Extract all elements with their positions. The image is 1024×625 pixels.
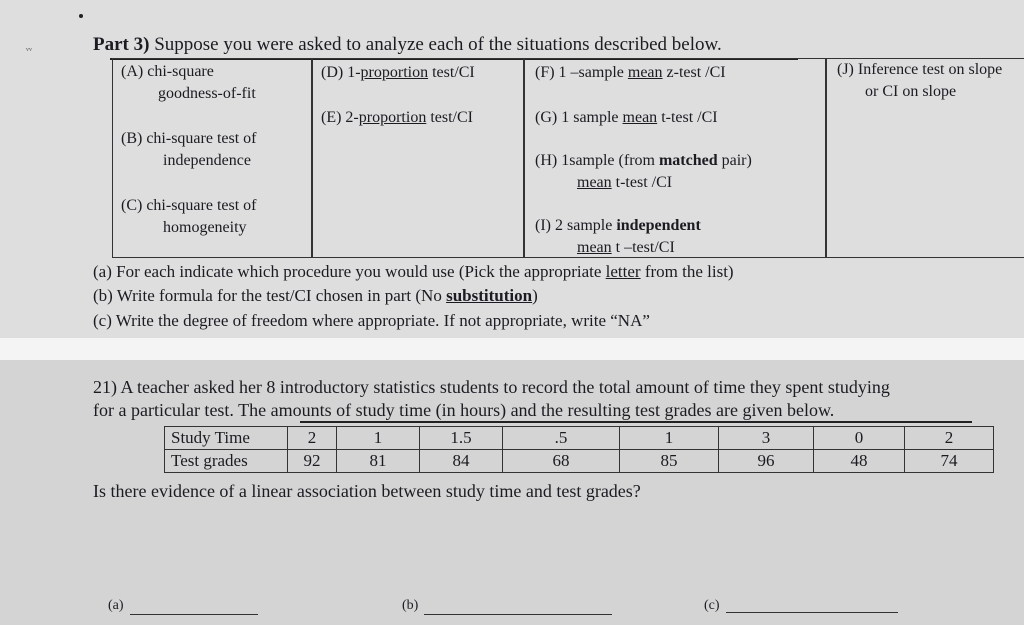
answer-blank-a-label: (a) <box>108 598 124 613</box>
option-h-bold: matched <box>658 152 718 169</box>
table-cell: 48 <box>814 450 905 473</box>
option-h-post2: t-test /CI <box>611 174 673 191</box>
answer-blank-a[interactable] <box>130 614 258 615</box>
option-i-line2 <box>535 237 701 259</box>
option-h-line1 <box>535 150 752 172</box>
option-h-line2 <box>535 172 752 194</box>
option-b <box>121 128 257 172</box>
q21-question: Is there evidence of a linear association between study time and test grades? <box>93 481 641 501</box>
instruction-a-post: from the list) <box>640 262 734 281</box>
table-row-test-grades <box>165 450 994 473</box>
option-g-post: t-test /CI <box>657 109 718 126</box>
option-i-bold: independent <box>616 217 701 234</box>
option-i <box>535 215 701 259</box>
option-b-line1: (B) chi-square test of <box>121 130 257 147</box>
procedure-options-table <box>112 58 1024 258</box>
table-cell: 0 <box>814 427 905 450</box>
table-cell: 1 <box>337 427 420 450</box>
option-f-ul: mean <box>627 64 663 81</box>
table-cell: 68 <box>503 450 620 473</box>
q21-underline <box>300 421 972 423</box>
option-i-ul: mean <box>577 239 612 256</box>
table-cell: .5 <box>503 427 620 450</box>
q21-prompt-line2: for a particular test. The amounts of study time (in hours) and the resulting test grades are given below. <box>93 400 835 420</box>
option-d-post: test/CI <box>428 64 475 81</box>
option-h-ul: mean <box>577 174 612 191</box>
part3-label: Part 3) <box>93 34 150 55</box>
option-i-pre: (I) 2 sample <box>535 217 617 234</box>
answer-blank-c-label: (c) <box>704 598 720 613</box>
instruction-b-bold: substitution <box>446 286 533 305</box>
margin-mark: ᵥᵥ <box>26 42 32 53</box>
option-d-ul: proportion <box>360 64 429 81</box>
option-h <box>535 150 752 194</box>
option-e-pre: (E) 2- <box>321 109 359 126</box>
option-e-post: test/CI <box>426 109 473 126</box>
table-row-study-time <box>165 427 994 450</box>
option-e <box>321 107 473 129</box>
option-c-line1: (C) chi-square test of <box>121 197 257 214</box>
instruction-a-ul: letter <box>605 262 641 281</box>
option-h-pre: (H) 1sample (from <box>535 152 659 169</box>
answer-blank-b-label: (b) <box>402 598 419 613</box>
table-cell: 84 <box>420 450 503 473</box>
table-cell: 85 <box>620 450 719 473</box>
option-i-line1 <box>535 215 701 237</box>
column-divider <box>825 59 827 257</box>
option-e-ul: proportion <box>358 109 427 126</box>
row-header-test-grades: Test grades <box>165 450 288 473</box>
option-a-line2: goodness-of-fit <box>158 85 256 102</box>
option-g <box>535 107 718 129</box>
option-j-line1: (J) Inference test on slope <box>837 61 1003 78</box>
table-cell: 96 <box>719 450 814 473</box>
option-f-post: z-test /CI <box>662 64 726 81</box>
column-divider <box>311 59 313 257</box>
table-cell: 1.5 <box>420 427 503 450</box>
page-gap <box>0 338 1024 360</box>
instruction-b-post: ) <box>532 286 538 305</box>
table-cell: 1 <box>620 427 719 450</box>
study-data-table <box>164 426 994 473</box>
answer-blank-c[interactable] <box>726 612 898 613</box>
option-c <box>121 195 257 239</box>
stray-dot <box>79 14 83 18</box>
option-g-ul: mean <box>622 109 658 126</box>
option-c-line2: homogeneity <box>163 219 247 236</box>
table-cell: 2 <box>288 427 337 450</box>
option-a <box>121 61 256 105</box>
option-d <box>321 62 475 84</box>
part3-header <box>93 34 722 56</box>
option-f-pre: (F) 1 –sample <box>535 64 628 81</box>
option-a-line1: (A) chi-square <box>121 63 214 80</box>
q21-prompt-line1: 21) A teacher asked her 8 introductory statistics students to record the total amount of time they spent studying <box>93 377 890 397</box>
instruction-b <box>93 286 538 306</box>
table-cell: 2 <box>905 427 994 450</box>
table-cell: 74 <box>905 450 994 473</box>
instruction-a <box>93 262 734 282</box>
option-f <box>535 62 726 84</box>
table-cell: 81 <box>337 450 420 473</box>
table-cell: 3 <box>719 427 814 450</box>
part3-intro: Suppose you were asked to analyze each of the situations described below. <box>154 34 722 55</box>
option-h-post1: pair) <box>717 152 752 169</box>
instruction-a-pre: (a) For each indicate which procedure you would use (Pick the appropriate <box>93 262 606 281</box>
option-j <box>837 59 1002 103</box>
answer-blank-b[interactable] <box>424 614 612 615</box>
option-j-line2: or CI on slope <box>865 83 957 100</box>
instruction-b-pre: (b) Write formula for the test/CI chosen in part (No <box>93 286 447 305</box>
table-cell: 92 <box>288 450 337 473</box>
instruction-c: (c) Write the degree of freedom where appropriate. If not appropriate, write “NA” <box>93 311 650 330</box>
column-divider <box>523 59 525 257</box>
option-d-pre: (D) 1- <box>321 64 361 81</box>
option-g-pre: (G) 1 sample <box>535 109 623 126</box>
row-header-study-time: Study Time <box>165 427 288 450</box>
option-b-line2: independence <box>163 152 251 169</box>
option-i-post: t –test/CI <box>611 239 675 256</box>
